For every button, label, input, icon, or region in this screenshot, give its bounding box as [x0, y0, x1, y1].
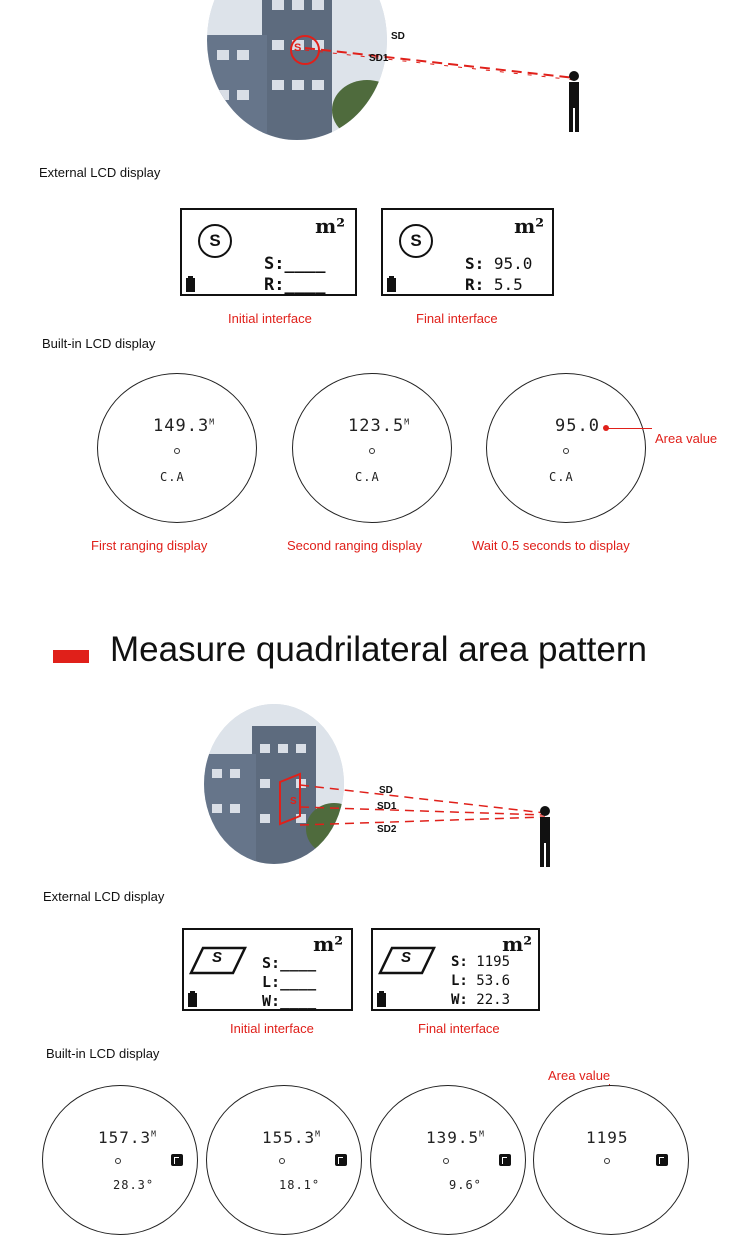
dot-icon: [174, 448, 180, 454]
mode: C.A: [355, 470, 380, 484]
row1: S: 95.0: [465, 254, 533, 273]
angle: 28.3°: [113, 1178, 155, 1192]
dot-icon: [369, 448, 375, 454]
unit-label: m²: [514, 214, 544, 238]
viewfinder-3: [486, 373, 646, 523]
reading: 1195: [586, 1128, 629, 1147]
key-icon: [499, 1154, 511, 1166]
builtin-lcd-label-2: Built-in LCD display: [46, 1046, 160, 1061]
label-sd-1: SD: [391, 31, 405, 42]
shape-letter: S: [401, 949, 412, 966]
dot-icon: [115, 1158, 121, 1164]
reading: $123.5^M$: [348, 416, 411, 436]
target-letter-2: S: [290, 796, 297, 807]
builtin-lcd-label-1: Built-in LCD display: [42, 336, 156, 351]
caption-initial-2: Initial interface: [230, 1021, 314, 1036]
unit-label: m²: [502, 932, 532, 956]
row2: R: 5.5: [465, 275, 523, 294]
viewfinder-7: [533, 1085, 689, 1235]
row2: L:____: [262, 973, 317, 991]
reading: $157.3^M$: [98, 1128, 157, 1147]
battery-icon: [377, 993, 386, 1007]
viewfinder-1: [97, 373, 257, 523]
lcd-final-2: [371, 928, 540, 1011]
shape-letter: S: [212, 949, 223, 966]
area-s-icon: S: [399, 224, 433, 258]
unit-label: m²: [313, 932, 343, 956]
reading: 95.0: [555, 416, 600, 436]
area-value-note-2: Area value: [548, 1068, 611, 1083]
external-lcd-label-1: External LCD display: [39, 165, 161, 180]
caption-vf-1: First ranging display: [91, 538, 208, 553]
dot-icon: [563, 448, 569, 454]
row1: S:____: [262, 954, 317, 972]
lcd-final-1: [381, 208, 554, 296]
angle: 18.1°: [279, 1178, 321, 1192]
label-sd-2: SD: [379, 785, 393, 796]
area-s-icon: S: [198, 224, 232, 258]
area-pointer-dot-1: [603, 425, 609, 431]
caption-vf-3: Wait 0.5 seconds to display: [472, 538, 630, 553]
label-sd2-2: SD2: [377, 824, 397, 835]
reading: $155.3^M$: [262, 1128, 321, 1147]
row1: S: 1195: [451, 954, 511, 970]
area-pointer-line-1: [606, 428, 652, 429]
caption-final-2: Final interface: [418, 1021, 500, 1036]
battery-icon: [387, 278, 396, 292]
mode: C.A: [549, 470, 574, 484]
heading-bullet: [53, 650, 89, 663]
mode: C.A: [160, 470, 185, 484]
external-lcd-label-2: External LCD display: [43, 889, 165, 904]
section-heading: Measure quadrilateral area pattern: [110, 630, 647, 669]
lcd-initial-2: [182, 928, 353, 1011]
laser-lines-2: [300, 775, 570, 875]
viewfinder-4: [42, 1085, 198, 1235]
key-icon: [335, 1154, 347, 1166]
target-letter-1: S: [294, 42, 302, 54]
label-sd1-1: SD1: [369, 53, 389, 64]
label-sd1-2: SD1: [377, 801, 397, 812]
battery-icon: [186, 278, 195, 292]
viewfinder-6: [370, 1085, 526, 1235]
row2: L: 53.6: [451, 973, 511, 989]
key-icon: [656, 1154, 668, 1166]
key-icon: [171, 1154, 183, 1166]
row2: R:____: [264, 275, 326, 295]
battery-icon: [188, 993, 197, 1007]
reading: $149.3^M$: [153, 416, 216, 436]
caption-vf-2: Second ranging display: [287, 538, 423, 553]
row3: W:____: [262, 992, 317, 1010]
row3: W: 22.3: [451, 992, 511, 1008]
viewfinder-5: [206, 1085, 362, 1235]
lcd-initial-1: [180, 208, 357, 296]
unit-label: m²: [315, 214, 345, 238]
reading: $139.5^M$: [426, 1128, 485, 1147]
viewfinder-2: [292, 373, 452, 523]
area-value-note-1: Area value: [655, 431, 718, 446]
dot-icon: [604, 1158, 610, 1164]
caption-initial-1: Initial interface: [228, 311, 312, 326]
laser-lines-1: [300, 40, 590, 140]
angle: 9.6°: [449, 1178, 482, 1192]
dot-icon: [279, 1158, 285, 1164]
dot-icon: [443, 1158, 449, 1164]
row1: S:____: [264, 254, 326, 274]
caption-final-1: Final interface: [416, 311, 498, 326]
